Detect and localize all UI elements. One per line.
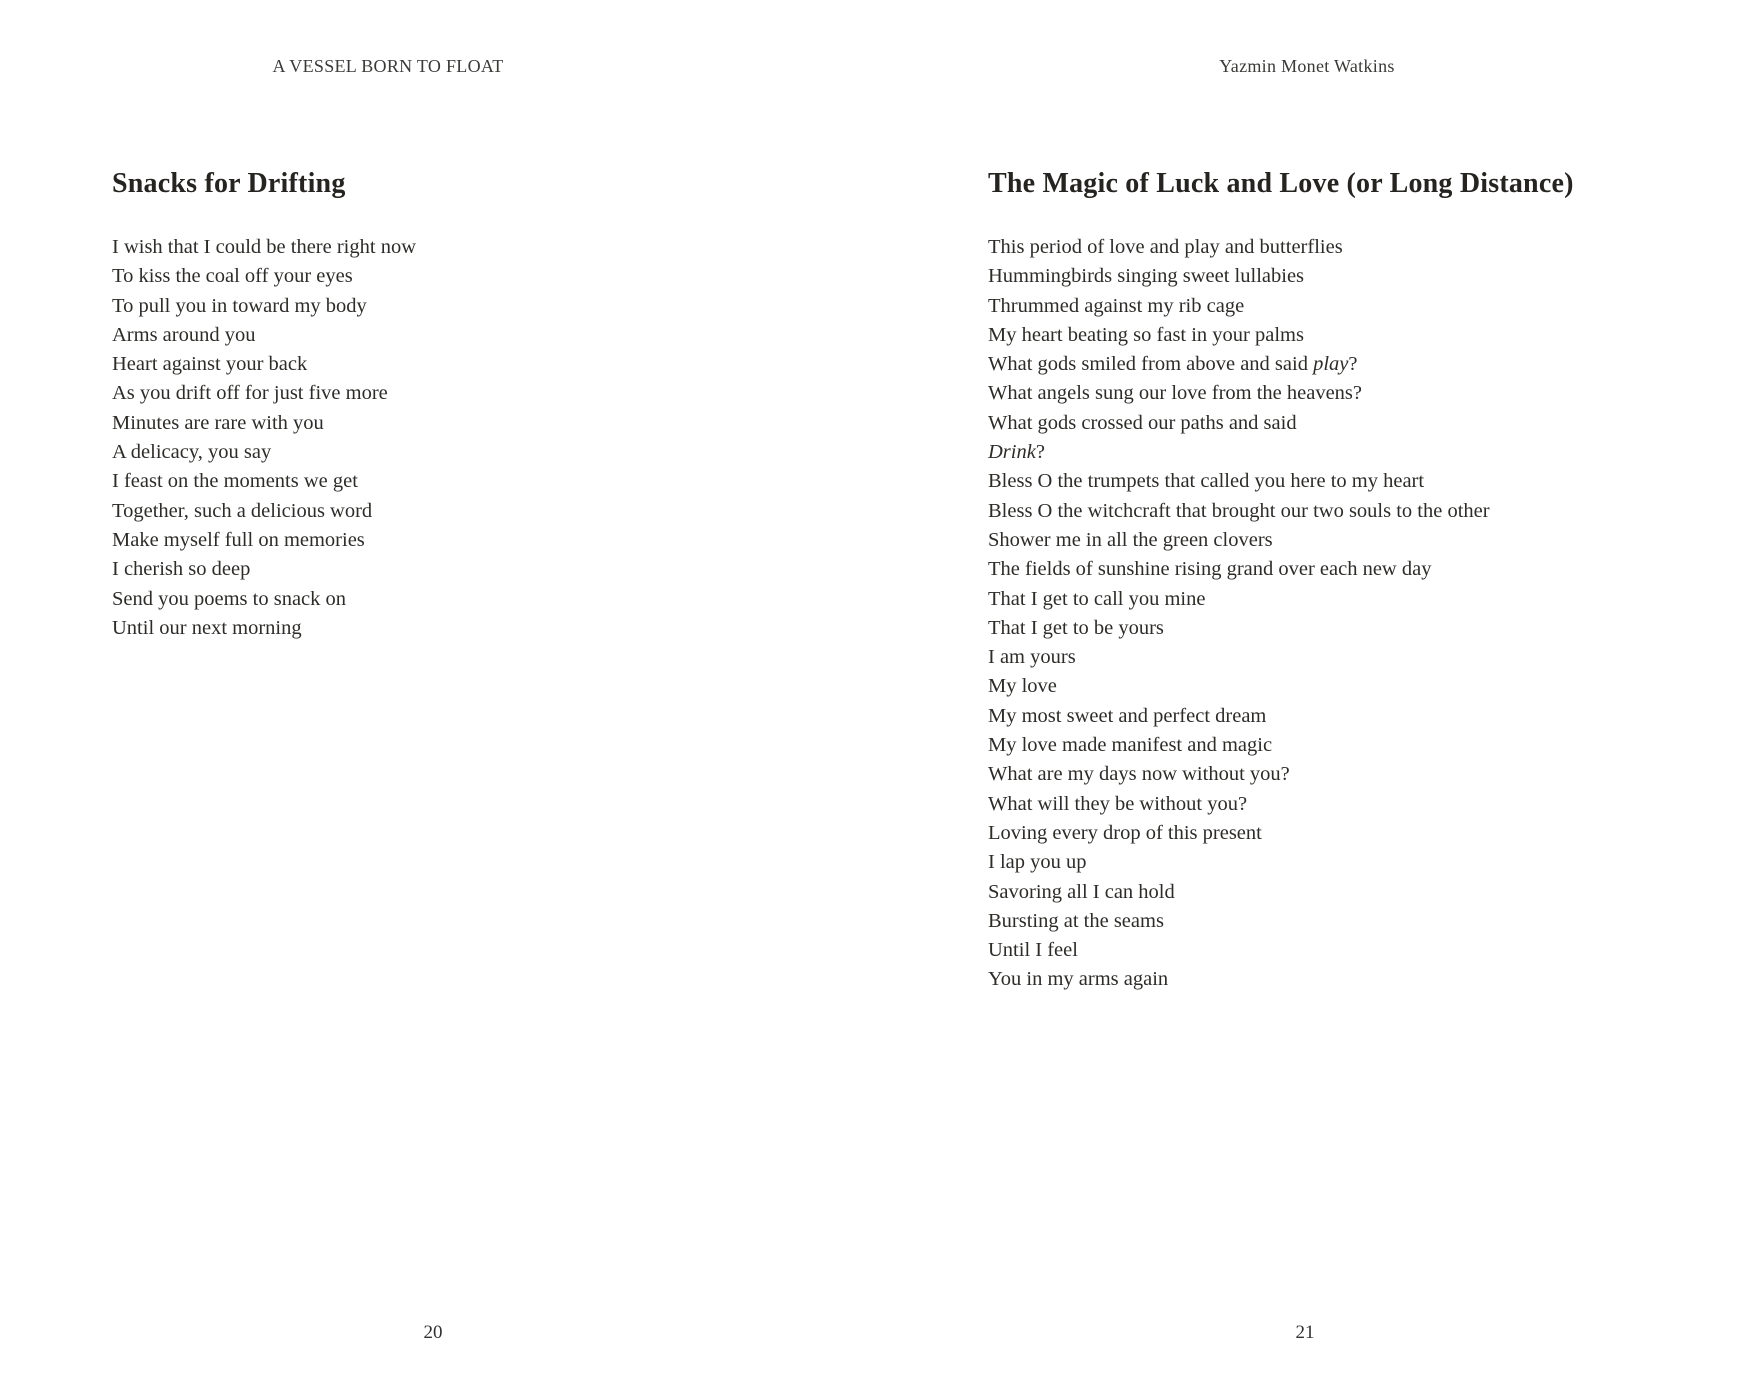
poem-line: Savoring all I can hold	[988, 880, 1175, 903]
poem-line: Hummingbirds singing sweet lullabies	[988, 265, 1305, 288]
poem-line: What will they be without you?	[988, 792, 1248, 815]
poem-line: Until our next morning	[112, 616, 302, 639]
poem-line: Send you poems to snack on	[112, 587, 347, 610]
poem-line: You in my arms again	[988, 968, 1169, 991]
poem-line: Bursting at the seams	[988, 909, 1164, 932]
poem-line: The fields of sunshine rising grand over each new day	[988, 558, 1432, 581]
poem-line: My love	[988, 675, 1057, 698]
poem-line: Until I feel	[988, 939, 1078, 962]
poem-body-right	[988, 233, 1490, 995]
poem-line: My heart beating so fast in your palms	[988, 323, 1304, 346]
poem-line: Make myself full on memories	[112, 528, 365, 551]
poem-line: Together, such a delicious word	[112, 499, 373, 522]
poem-line: As you drift off for just five more	[112, 382, 388, 405]
poem-body-left	[112, 233, 416, 643]
poem-line: That I get to call you mine	[988, 587, 1206, 610]
poem-line: What are my days now without you?	[988, 763, 1290, 786]
poem-line: I cherish so deep	[112, 558, 251, 581]
poem-line: To pull you in toward my body	[112, 294, 367, 317]
page-number-right: 21	[1295, 1322, 1315, 1343]
poem-line: Thrummed against my rib cage	[988, 294, 1245, 317]
poem-line: Shower me in all the green clovers	[988, 528, 1273, 551]
poem-title-right: The Magic of Luck and Love (or Long Distance)	[988, 168, 1574, 199]
poem-line: What angels sung our love from the heavens?	[988, 382, 1363, 405]
poem-line: I lap you up	[988, 851, 1087, 874]
poem-line: Loving every drop of this present	[988, 821, 1262, 844]
poem-line: Heart against your back	[112, 353, 308, 376]
poem-line: Bless O the trumpets that called you here to my heart	[988, 470, 1425, 493]
poem-line: I wish that I could be there right now	[112, 236, 417, 258]
poem-line: Arms around you	[112, 323, 256, 346]
poem-line: Bless O the witchcraft that brought our two souls to the other	[988, 499, 1490, 522]
poem-line: My most sweet and perfect dream	[988, 704, 1267, 727]
poem-line: My love made manifest and magic	[988, 734, 1273, 757]
poem-title-left: Snacks for Drifting	[112, 168, 346, 199]
poem-line: Minutes are rare with you	[112, 411, 324, 434]
poem-line: To kiss the coal off your eyes	[112, 265, 353, 288]
running-header-left: A VESSEL BORN TO FLOAT	[272, 56, 504, 76]
poem-line: What gods smiled from above and said play?	[988, 353, 1358, 376]
poem-line: I feast on the moments we get	[112, 470, 358, 493]
poem-line: A delicacy, you say	[112, 441, 272, 464]
poem-line: What gods crossed our paths and said	[988, 411, 1297, 434]
poem-line: This period of love and play and butterflies	[988, 236, 1343, 258]
poem-line: That I get to be yours	[988, 616, 1164, 639]
poem-line: Drink?	[988, 441, 1045, 464]
running-header-right: Yazmin Monet Watkins	[1219, 56, 1395, 76]
page-number-left: 20	[423, 1322, 443, 1343]
poem-line: I am yours	[988, 646, 1076, 669]
